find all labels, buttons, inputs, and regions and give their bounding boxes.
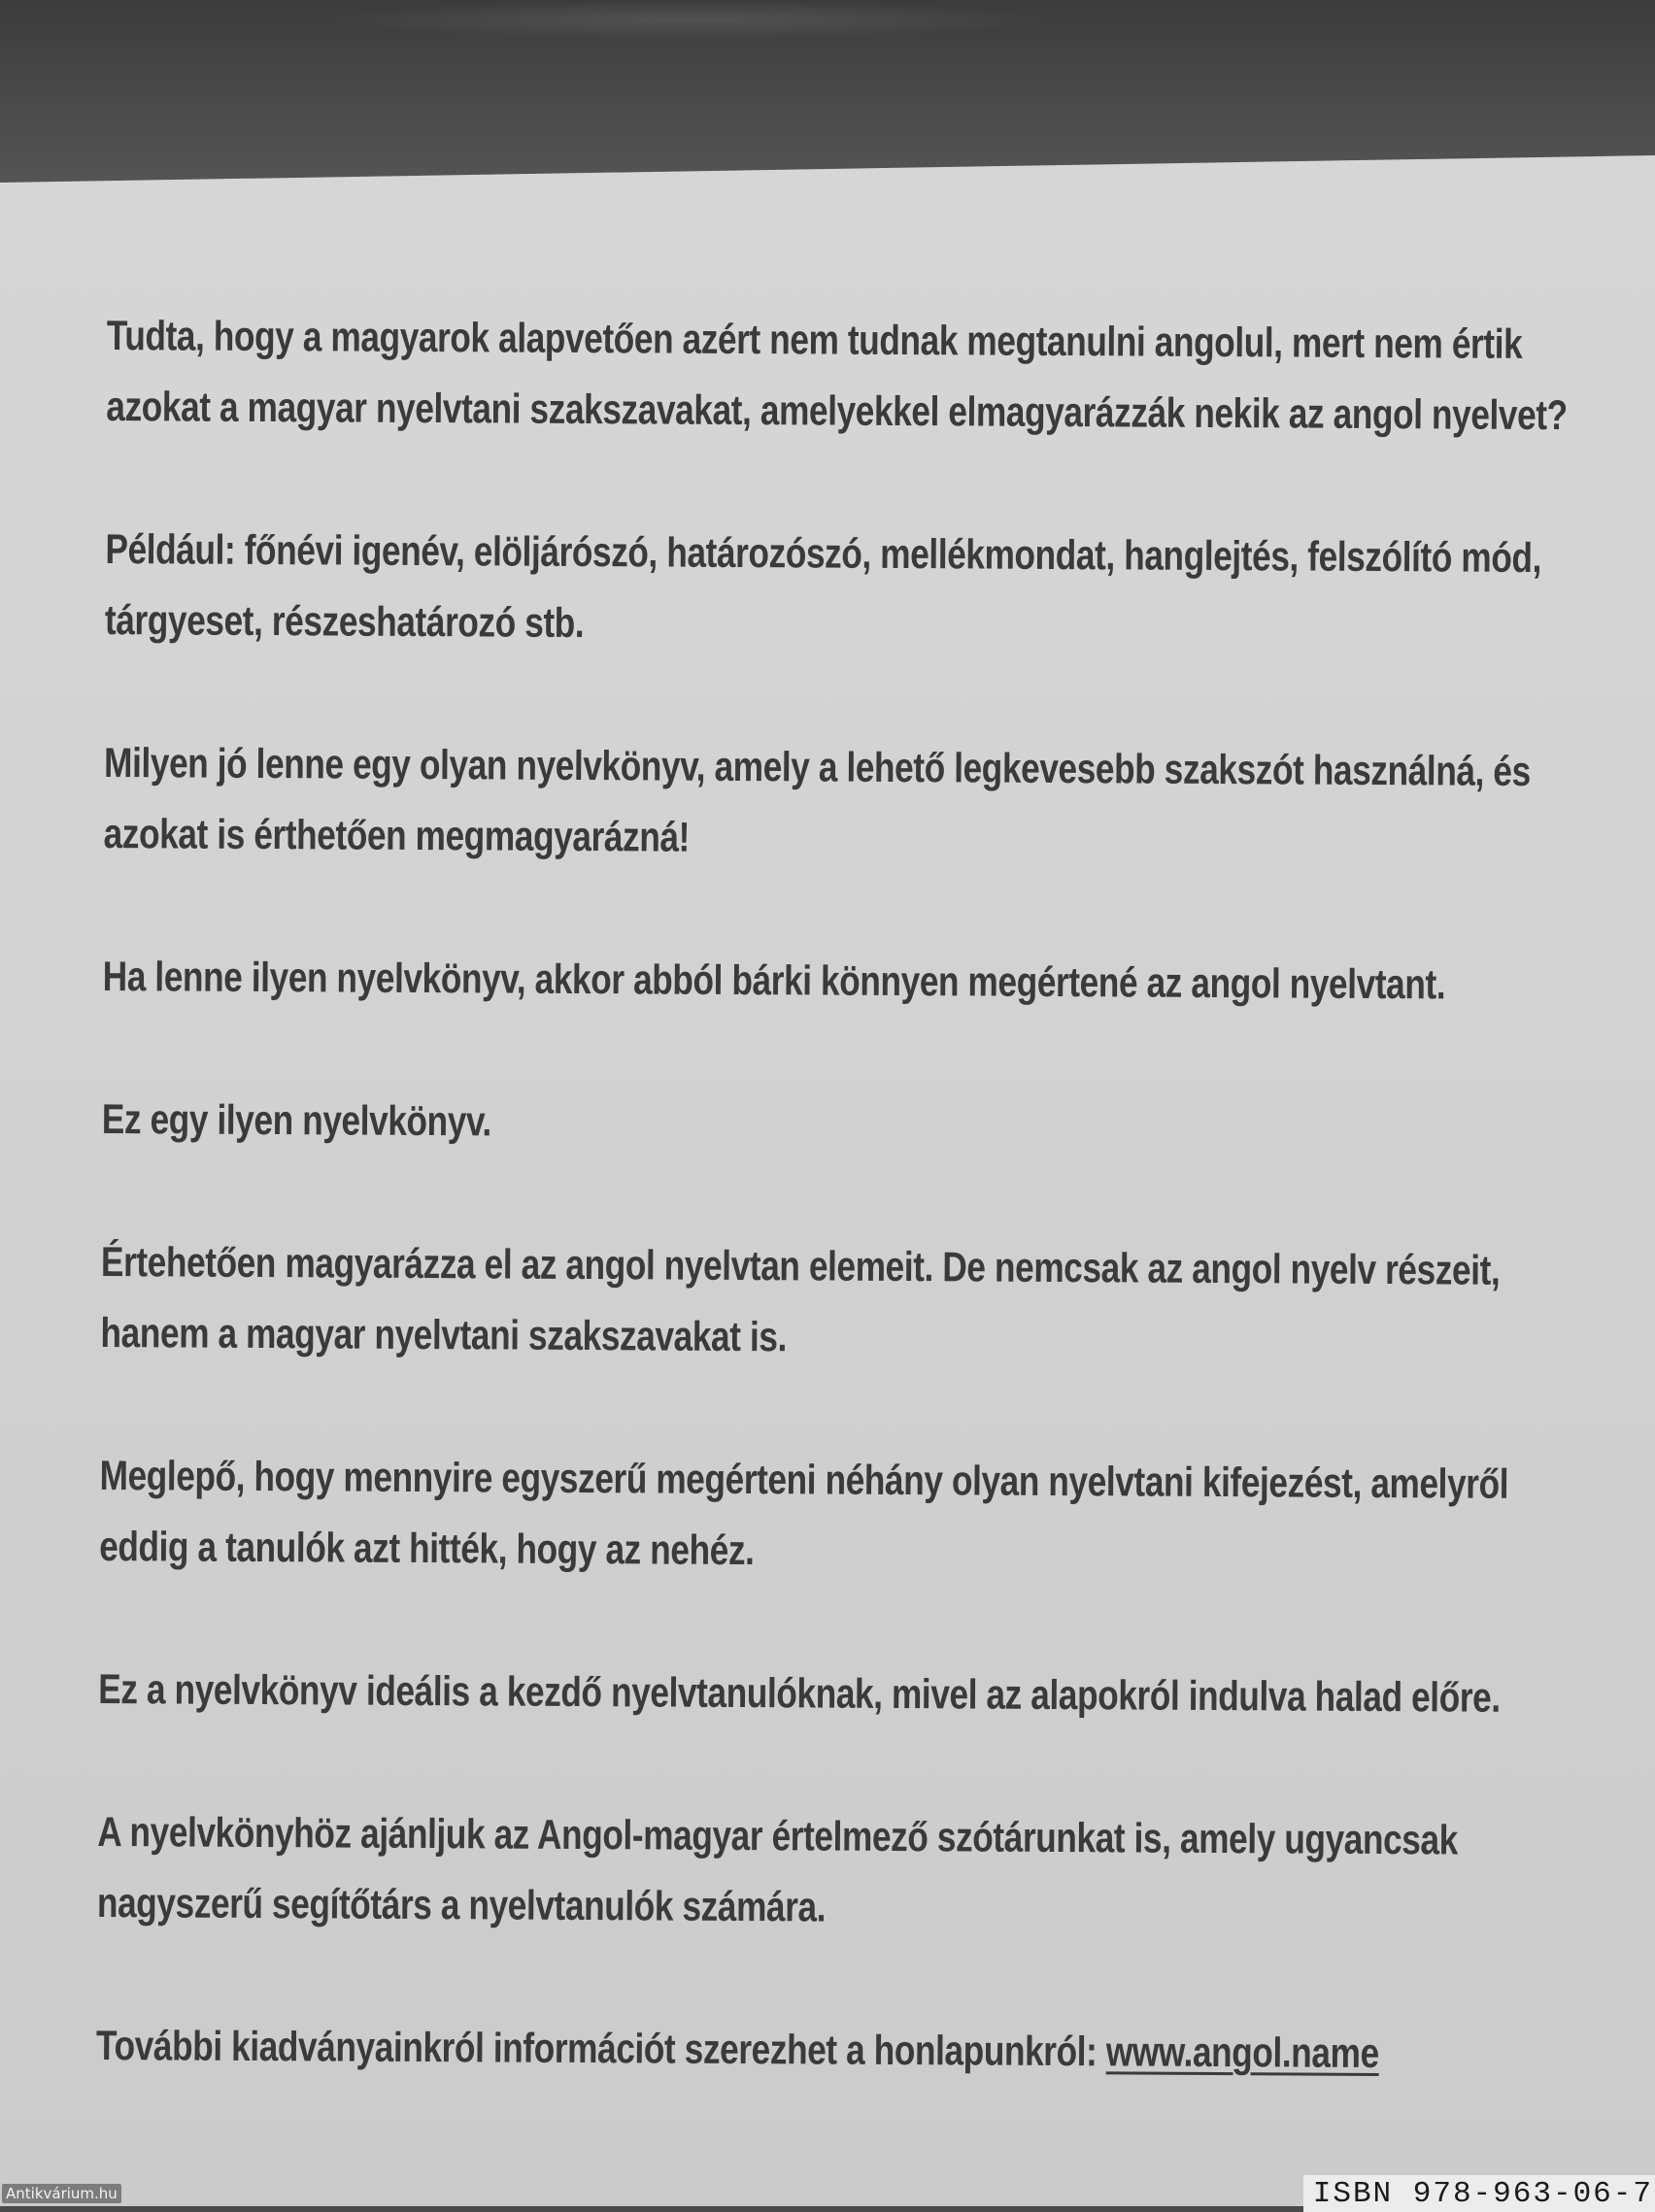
isbn-label: ISBN 978-963-06-7 bbox=[1303, 2175, 1655, 2212]
paragraph-dictionary-recommendation: A nyelvkönyhöz ajánljuk az Angol-magyar értelmező szótárunkat is, amely ugyancsak nagyszerű segítőtárs a nyelvtanulók számára. bbox=[96, 1808, 1459, 1931]
paragraph-explains: Értehetően magyarázza el az angol nyelvtan elemeit. De nemcsak az angol nyelv részeit, hanem a magyar nyelvtani szakszavakat is. bbox=[100, 1238, 1501, 1361]
paragraph-ideal-beginners: Ez a nyelvkönyv ideális a kezdő nyelvtanulóknak, mivel az alapokról indulva halad előre. bbox=[98, 1665, 1501, 1722]
paragraph-examples: Például: főnévi igenév, elöljárószó, határozószó, mellékmondat, hanglejtés, felszólító mód, tárgyeset, részeshatározó stb. bbox=[104, 525, 1542, 648]
source-watermark: Antikvárium.hu bbox=[2, 2184, 121, 2203]
light-glare bbox=[321, 0, 1059, 39]
paragraph-intro-question: Tudta, hogy a magyarok alapvetően azért nem tudnak megtanulni angolul, mert nem értik azokat a magyar nyelvtani szakszavakat, amelyekkel elmagyarázzák nekik az angol nyelvet? bbox=[106, 312, 1568, 440]
paragraph-wish: Milyen jó lenne egy olyan nyelvkönyv, amely a lehető legkevesebb szakszót használná, és azokat is érthetően megmagyarázná! bbox=[103, 739, 1531, 861]
website-prefix: További kiadványainkról információt szerezhet a honlapunkról: bbox=[95, 2022, 1106, 2076]
website-link[interactable]: www.angol.name bbox=[1105, 2028, 1379, 2078]
paragraph-surprising: Meglepő, hogy mennyire egyszerű megérteni néhány olyan nyelvtani kifejezést, amelyről eddig a tanulók azt hitték, hogy az nehéz. bbox=[99, 1452, 1509, 1575]
paragraph-if-exists: Ha lenne ilyen nyelvkönyv, akkor abból bárki könnyen megértené az angol nyelvtant. bbox=[102, 953, 1446, 1009]
paragraph-this-is-it: Ez egy ilyen nyelvkönyv. bbox=[101, 1095, 492, 1146]
back-cover-text bbox=[95, 301, 1603, 2162]
paragraph-website bbox=[96, 2011, 1586, 2091]
